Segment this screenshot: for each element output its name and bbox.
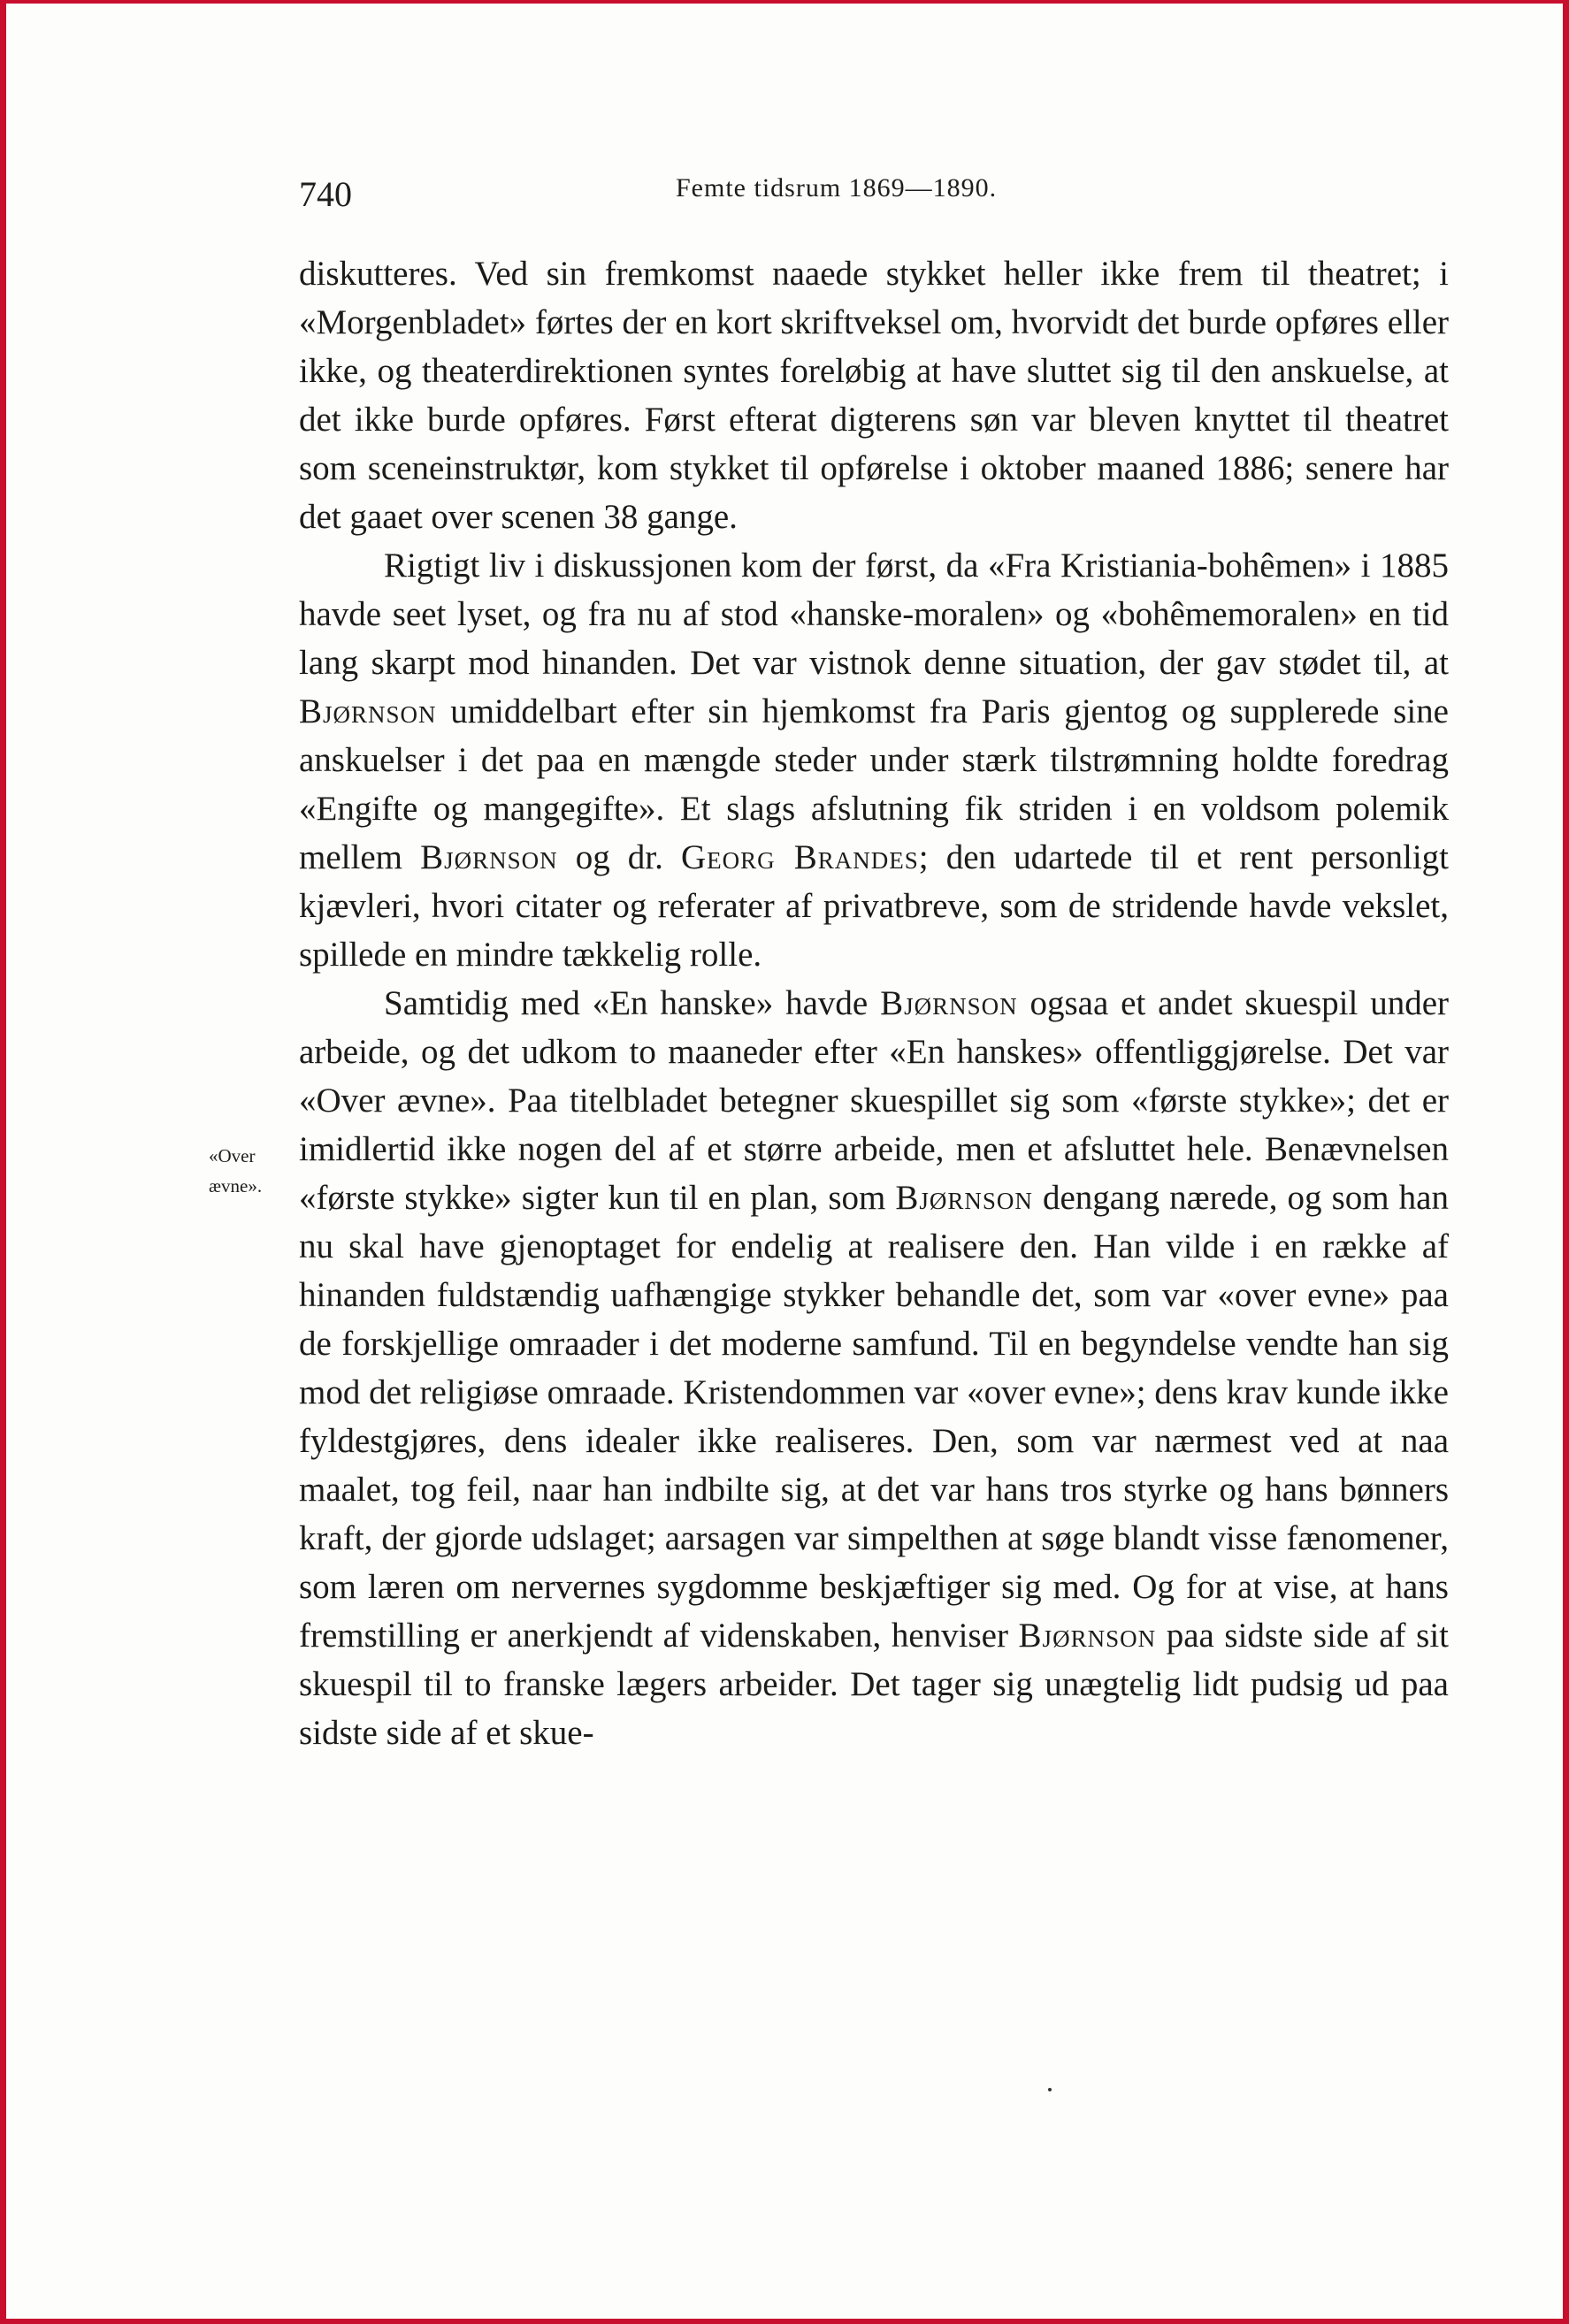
page-header <box>299 173 1450 226</box>
print-dot <box>1048 2088 1052 2091</box>
paragraph-3-text-c: dengang nærede, og som han nu skal have gjenoptaget for endelig at realisere den. Han vilde i en række af hinanden fuldstændig uafhængige stykker behandle det, som var «over evne» paa de forskjellige omraader i det moderne samfund. Til en begyndelse vendte han sig mod det religiøse omraade. Kristendommen var «over evne»; dens krav kunde ikke fyldestgjøres, dens idealer ikke realiseres. Den, som var nærmest ved at naa maalet, tog feil, naar han indbilte sig, at det var hans tros styrke og hans bønners kraft, der gjorde udslaget; aarsagen var simpelthen at søge blandt visse fænomener, som læren om nervernes sygdomme beskjæftiger sig med. Og for at vise, at hans fremstilling er anerkjendt af videnskaben, henviser <box>299 1179 1449 1655</box>
body-text <box>299 249 1449 1757</box>
paragraph-2 <box>299 541 1449 979</box>
paragraph-3 <box>299 979 1449 1757</box>
name-bjornson: Bjørnson <box>420 838 558 876</box>
name-georg-brandes: Georg Brandes <box>680 838 919 876</box>
name-bjornson: Bjørnson <box>1018 1617 1157 1655</box>
margin-note-line-2: ævne». <box>209 1175 263 1196</box>
paragraph-3-text-b: ogsaa et andet skuespil under arbeide, og det udkom to maaneder efter «En hanskes» offentliggjørelse. Det var «Over ævne». Paa titelbladet betegner skuespillet sig som «første stykke»; det er imidlertid ikke nogen del af et større arbeide, men et afsluttet hele. Benævnelsen «første stykke» sigter kun til en plan, som <box>299 984 1450 1217</box>
paragraph-2-text-a: Rigtigt liv i diskussjonen kom der først, da «Fra Kristiania-bohêmen» i 1885 havde seet lyset, og fra nu af stod «hanske-moralen» og «bohêmemoralen» en tid lang skarpt mod hinanden. Det var vistnok denne situation, der gav stødet til, at <box>299 547 1449 682</box>
running-title: Femte tidsrum 1869—1890. <box>676 173 998 203</box>
paragraph-1-text: diskutteres. Ved sin fremkomst naaede stykket heller ikke frem til theatret; i «Morgenbladet» førtes der en kort skriftveksel om, hvorvidt det burde opføres eller ikke, og theaterdirektionen syntes foreløbig at have sluttet sig til den anskuelse, at det ikke burde opføres. Først efterat digterens søn var bleven knyttet til theatret som sceneinstruktør, kom stykket til opførelse i oktober maaned 1886; senere har det gaaet over scenen 38 gange. <box>299 255 1449 536</box>
paragraph-2-text-b: umiddelbart efter sin hjemkomst fra Paris gjentog og supplerede sine anskuelser i det paa en mængde steder under stærk tilstrømning holdte foredrag «Engifte og mangegifte». Et slags afslutning fik striden i en voldsom polemik mellem <box>299 692 1449 876</box>
paragraph-3-text-d: paa sidste side af sit skuespil til to franske lægers arbeider. Det tager sig unægtelig lidt pudsig ud paa sidste side af et skue- <box>299 1617 1449 1752</box>
paragraph-2-text-c: og dr. <box>557 838 681 876</box>
page-number: 740 <box>299 174 352 214</box>
margin-note <box>209 1141 306 1201</box>
paragraph-1 <box>299 249 1449 541</box>
margin-note-line-1: «Over <box>209 1145 256 1166</box>
name-bjornson: Bjørnson <box>880 984 1018 1022</box>
name-bjornson: Bjørnson <box>299 692 437 730</box>
paragraph-2-text-d: ; den udartede til et rent personligt kjævleri, hvori citater og referater af privatbreve, som de stridende havde vekslet, spillede en mindre tækkelig rolle. <box>299 838 1449 974</box>
name-bjornson: Bjørnson <box>895 1179 1033 1217</box>
paragraph-3-text-a: Samtidig med «En hanske» havde <box>384 984 881 1022</box>
